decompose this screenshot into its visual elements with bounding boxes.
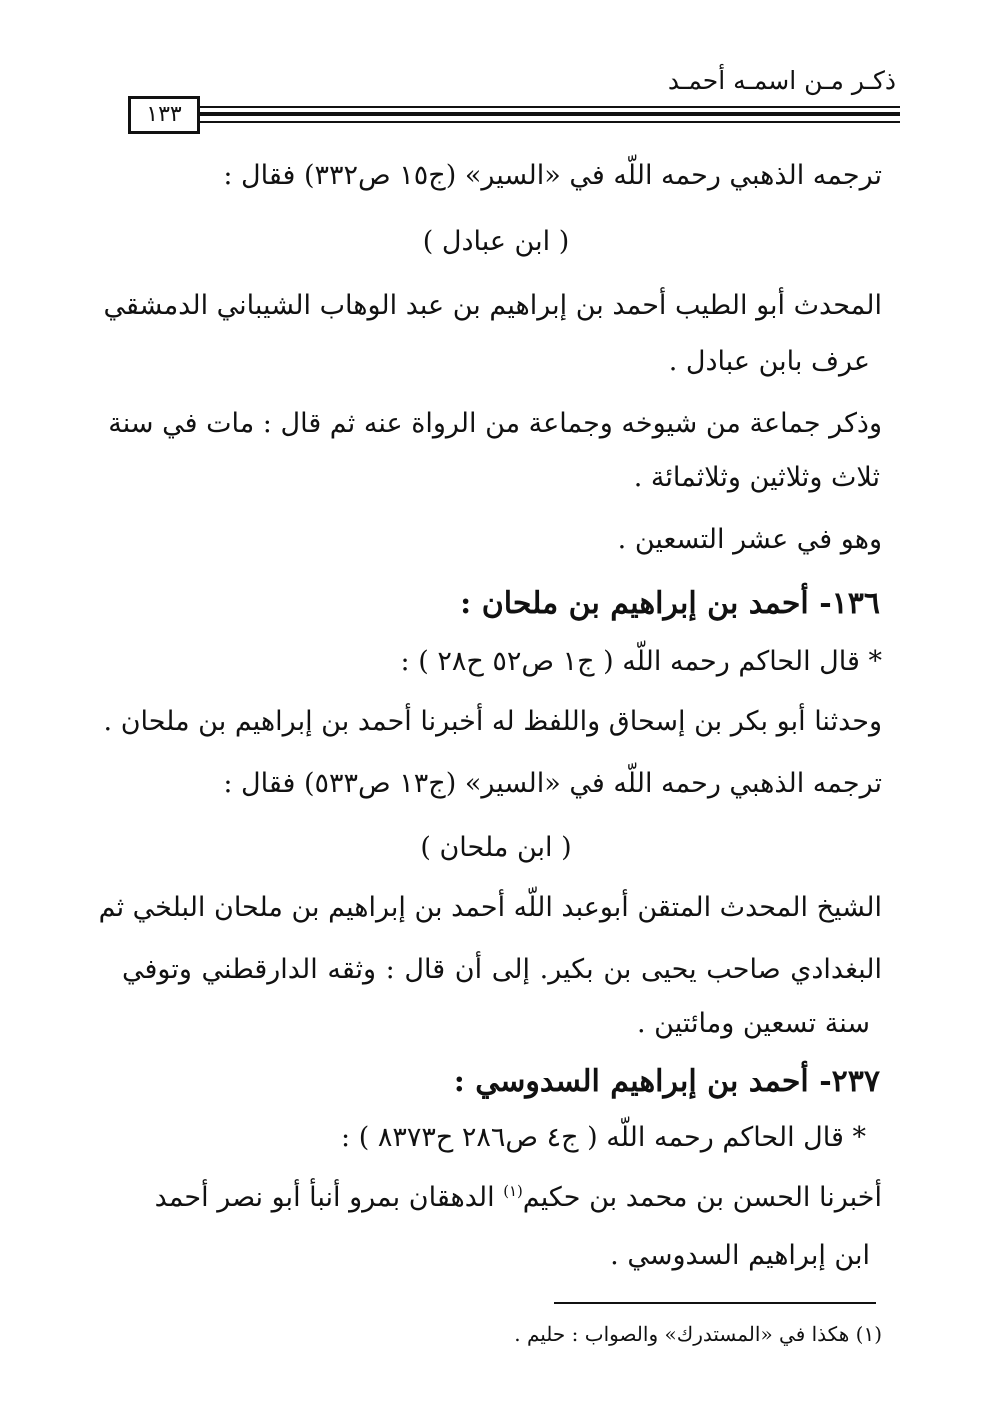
- entry-heading: ١٣٦- أحمد بن إبراهيم بن ملحان :: [460, 586, 880, 621]
- entry-heading: ٢٣٧- أحمد بن إبراهيم السدوسي :: [453, 1064, 880, 1099]
- header-rule: [192, 106, 900, 108]
- section-heading: ( ابن عبادل ): [422, 226, 570, 257]
- body-line: ثلاث وثلاثين وثلاثمائة .: [633, 462, 880, 493]
- body-line: * قال الحاكم رحمه اللّه ( ج٤ ص٢٨٦ ح٨٣٧٣ ) :: [341, 1122, 866, 1153]
- body-line: * قال الحاكم رحمه اللّه ( ج١ ص٥٢ ح٢٨ ) :: [400, 646, 882, 677]
- body-line: وذكر جماعة من شيوخه وجماعة من الرواة عنه ثم قال : مات في سنة: [108, 408, 882, 439]
- body-line: ترجمه الذهبي رحمه اللّه في «السير» (ج١٥ ص٣٣٢) فقال :: [223, 160, 882, 191]
- body-line: ابن إبراهيم السدوسي .: [610, 1240, 870, 1271]
- footnote-marker: (١): [503, 1182, 523, 1200]
- footnote: (١) هكذا في «المستدرك» والصواب : حليم .: [514, 1322, 882, 1346]
- body-line: سنة تسعين ومائتين .: [637, 1008, 870, 1039]
- body-text: أخبرنا الحسن بن محمد بن حكيم: [522, 1182, 882, 1213]
- body-line: وهو في عشر التسعين .: [617, 524, 882, 555]
- footnote-rule: [554, 1302, 876, 1304]
- body-text: الدهقان بمرو أنبأ أبو نصر أحمد: [154, 1182, 504, 1213]
- body-line: البغدادي صاحب يحيى بن بكير. إلى أن قال : وثقه الدارقطني وتوفي: [122, 954, 882, 985]
- body-line: ترجمه الذهبي رحمه اللّه في «السير» (ج١٣ ص٥٣٣) فقال :: [223, 768, 882, 799]
- header-rule: [192, 121, 900, 123]
- body-line: عرف بابن عبادل .: [668, 346, 870, 377]
- body-line: وحدثنا أبو بكر بن إسحاق واللفظ له أخبرنا أحمد بن إبراهيم بن ملحان .: [103, 706, 882, 737]
- section-heading: ( ابن ملحان ): [420, 832, 572, 863]
- header-rule: [192, 112, 900, 116]
- body-line: [155, 1182, 882, 1214]
- page-number: ١٣٣: [128, 96, 200, 134]
- running-title: ذكـر مـن اسمـه أحمـد: [667, 66, 896, 95]
- body-line: الشيخ المحدث المتقن أبوعبد اللّه أحمد بن إبراهيم بن ملحان البلخي ثم: [98, 892, 882, 923]
- body-line: المحدث أبو الطيب أحمد بن إبراهيم بن عبد الوهاب الشيباني الدمشقي: [103, 290, 882, 321]
